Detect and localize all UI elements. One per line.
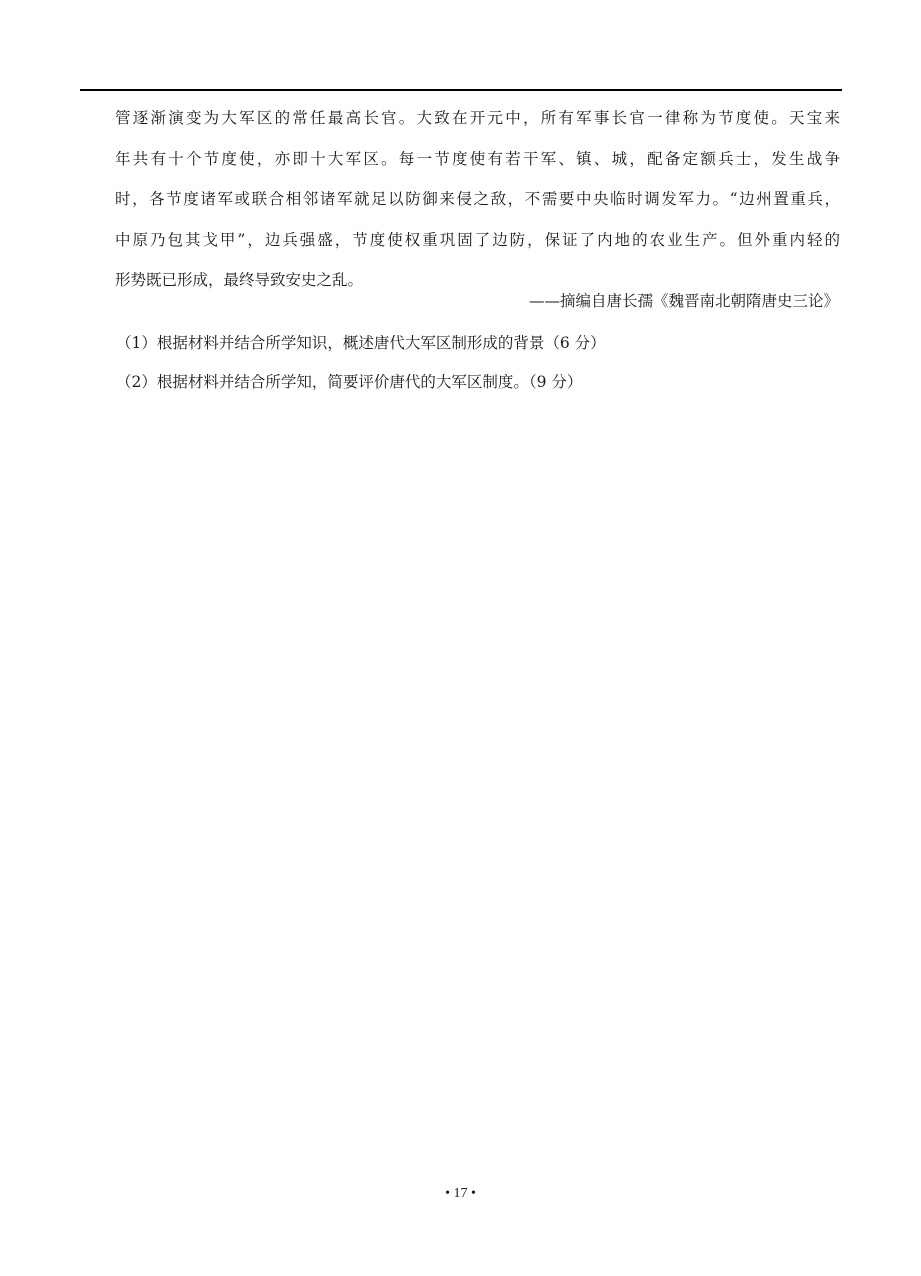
question-1: （1）根据材料并结合所学知识，概述唐代大军区制形成的背景（6 分） — [116, 334, 606, 352]
passage-line: 形势既已形成，最终导致安史之乱。 — [115, 271, 364, 289]
question-2: （2）根据材料并结合所学知，简要评价唐代的大军区制度。（9 分） — [116, 373, 583, 391]
source-passage — [115, 98, 840, 301]
source-citation: ——摘编自唐长孺《魏晋南北朝隋唐史三论》 — [528, 292, 839, 310]
passage-line: 年共有十个节度使，亦即十大军区。每一节度使有若干军、镇、城，配备定额兵士，发生战争 — [115, 149, 840, 168]
header-rule — [80, 89, 842, 91]
passage-line: 管逐渐演变为大军区的常任最高长官。大致在开元中，所有军事长官一律称为节度使。天宝来 — [115, 109, 840, 127]
passage-line: 中原乃包其戈甲”，边兵强盛，节度使权重巩固了边防，保证了内地的农业生产。但外重内轻的 — [115, 230, 840, 249]
page-number: • 17 • — [445, 1186, 476, 1201]
passage-line: 时，各节度诸军或联合相邻诸军就足以防御来侵之敌，不需要中央临时调发军力。“边州置重兵， — [115, 190, 840, 208]
